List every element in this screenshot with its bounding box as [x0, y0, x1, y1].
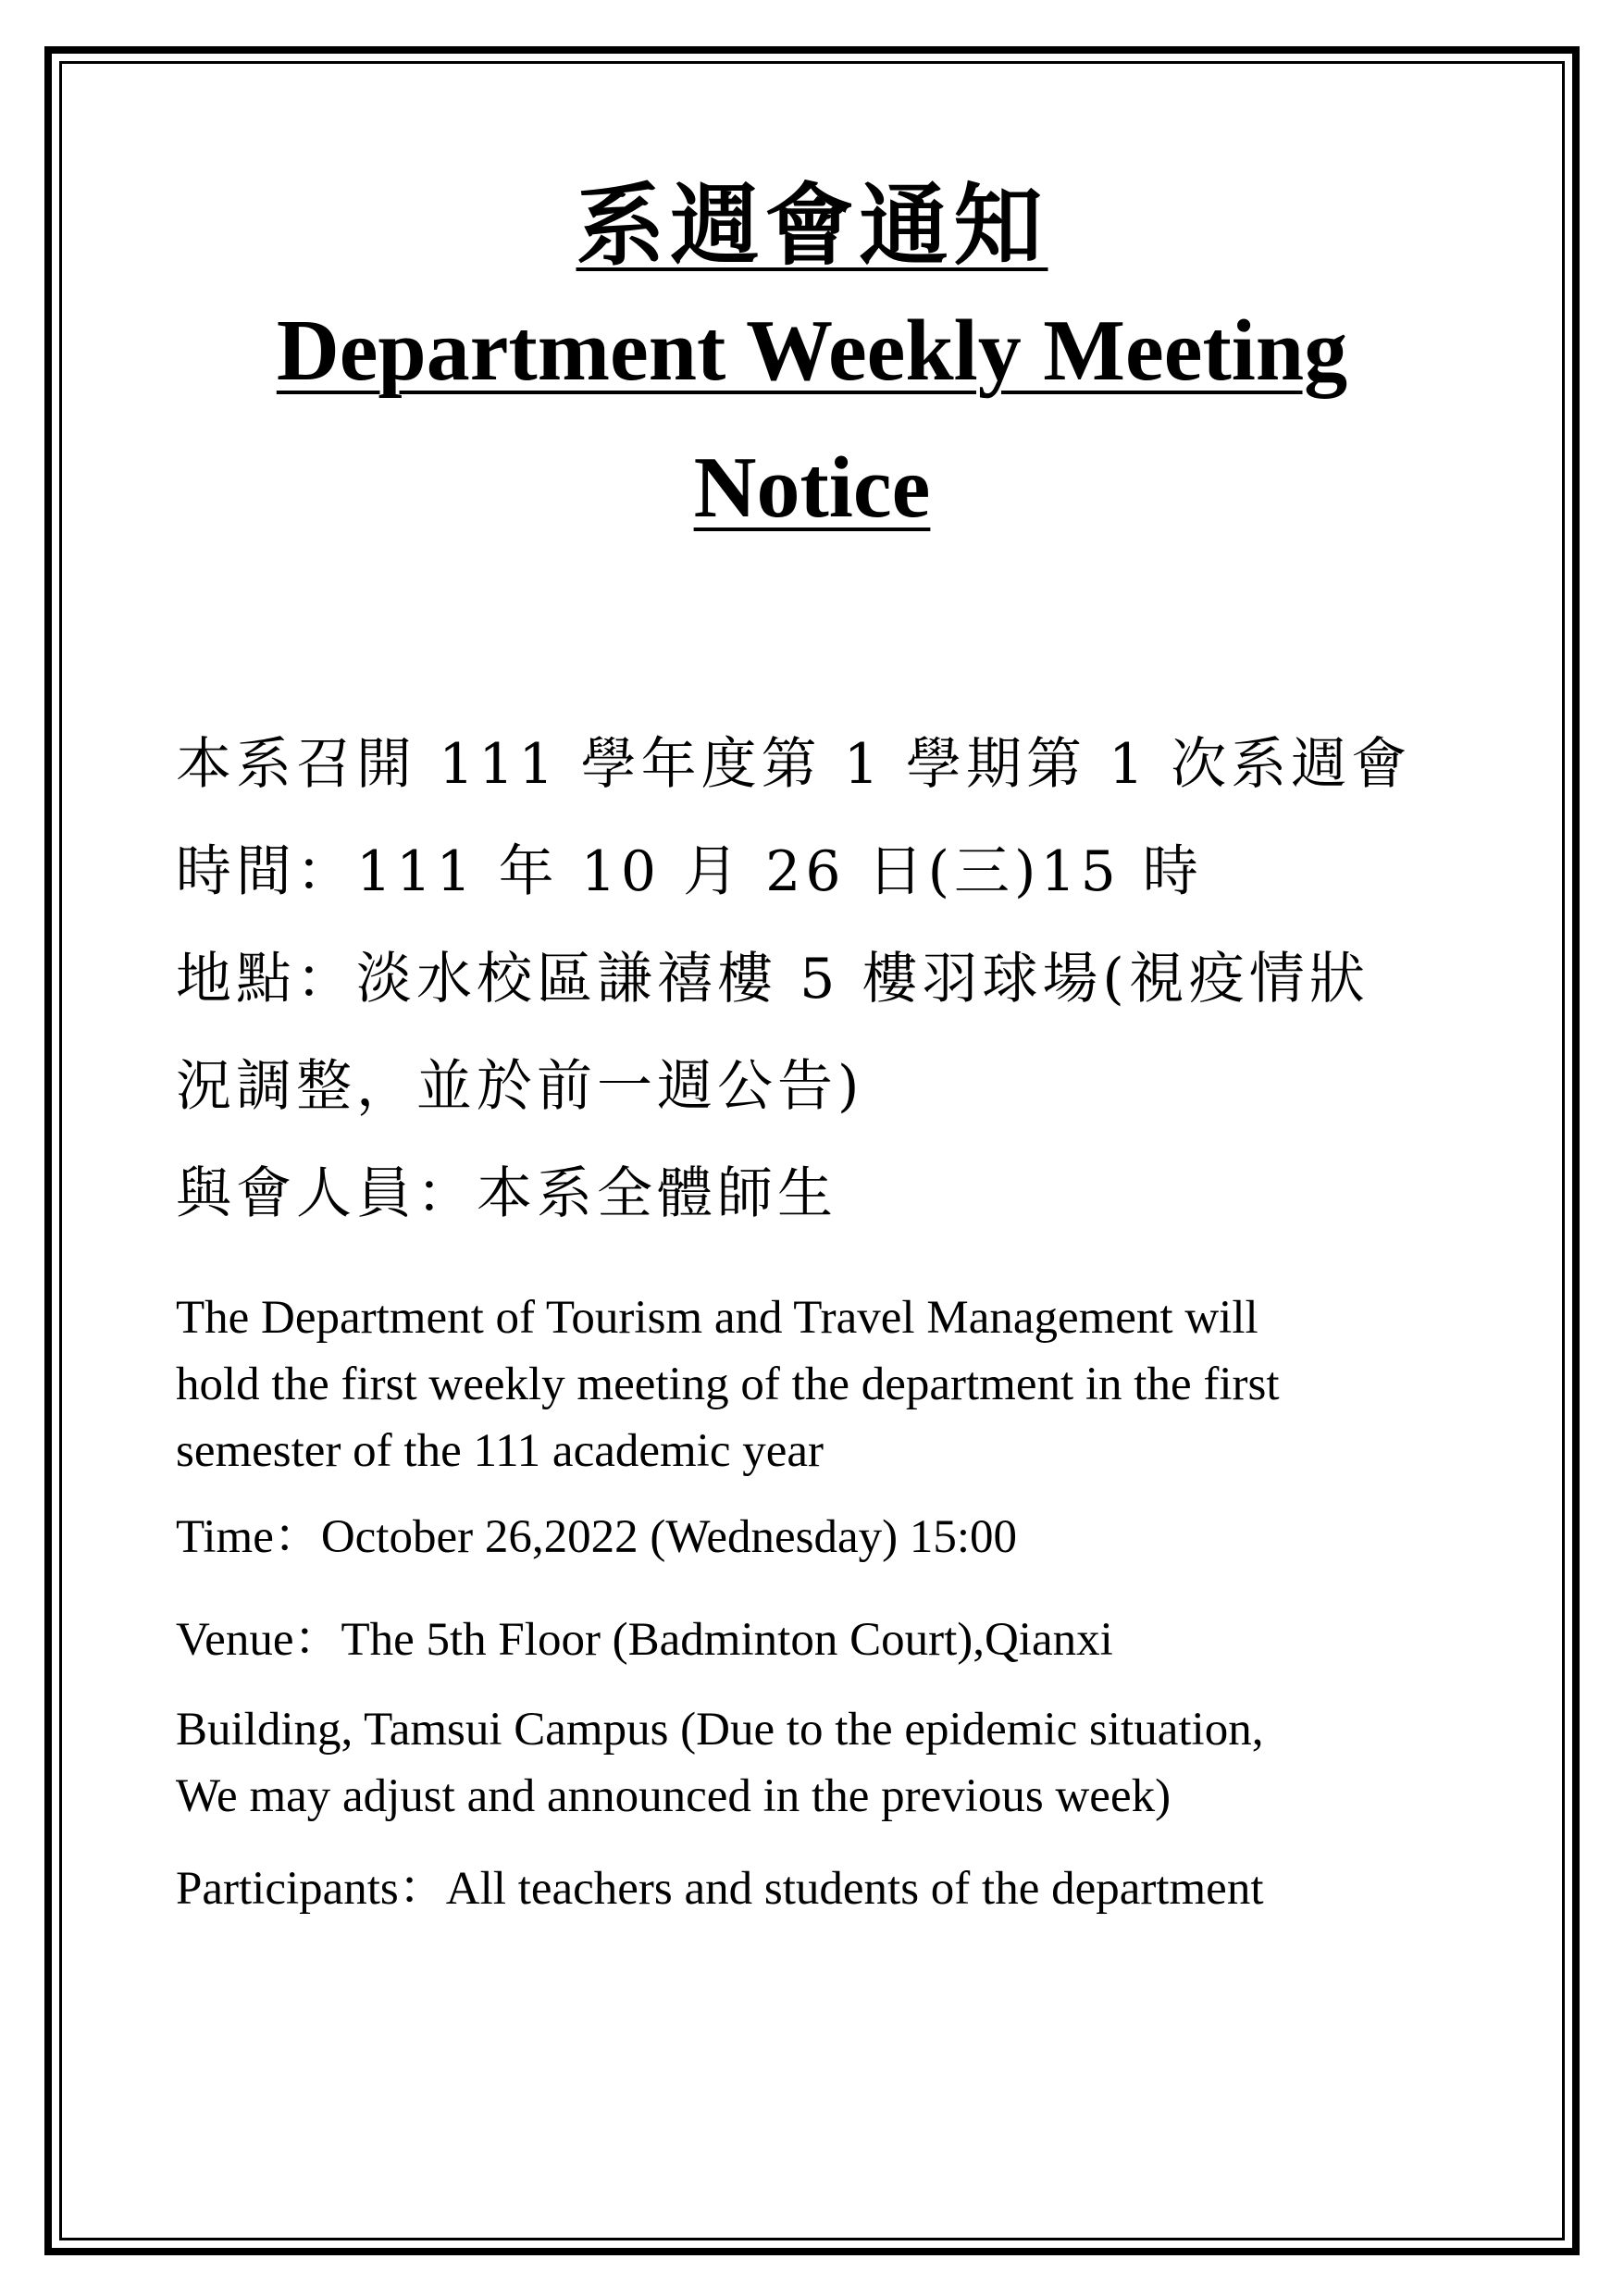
- zh-participants-line: 與會人員：本系全體師生: [176, 1161, 837, 1226]
- zh-venue-line-cont: 況調整，並於前一週公告): [176, 1054, 864, 1119]
- en-venue-line: Venue：The 5th Floor (Badminton Court),Qianxi: [176, 1614, 1113, 1666]
- title-english-line-1: Department Weekly Meeting: [276, 303, 1348, 399]
- chinese-notice: [176, 711, 1471, 1247]
- english-venue-cont: [176, 1696, 1490, 1830]
- en-intro-line: The Department of Tourism and Travel Management will: [176, 1292, 1258, 1344]
- title-chinese: 系週會通知: [576, 173, 1048, 278]
- zh-meeting-line: 本系召開 111 學年度第 1 學期第 1 次系週會: [176, 732, 1412, 797]
- en-intro-line: semester of the 111 academic year: [176, 1425, 824, 1477]
- zh-venue-line: 地點：淡水校區謙禧樓 5 樓羽球場(視疫情狀: [176, 947, 1370, 1011]
- en-venue-line: Building, Tamsui Campus (Due to the epidemic situation,: [176, 1704, 1264, 1756]
- title-english-line-2: Notice: [693, 440, 931, 536]
- english-venue: [176, 1607, 1490, 1673]
- english-time: [176, 1504, 1490, 1570]
- en-participants-line: Participants：All teachers and students of the department: [176, 1863, 1264, 1915]
- en-venue-line: We may adjust and announced in the previous week): [176, 1770, 1172, 1822]
- en-intro-line: hold the first weekly meeting of the department in the first: [176, 1359, 1280, 1410]
- english-participants: [176, 1855, 1490, 1922]
- english-intro: [176, 1285, 1490, 1484]
- en-time-line: Time：October 26,2022 (Wednesday) 15:00: [176, 1511, 1018, 1563]
- zh-time-line: 時間：111 年 10 月 26 日(三)15 時: [176, 839, 1203, 904]
